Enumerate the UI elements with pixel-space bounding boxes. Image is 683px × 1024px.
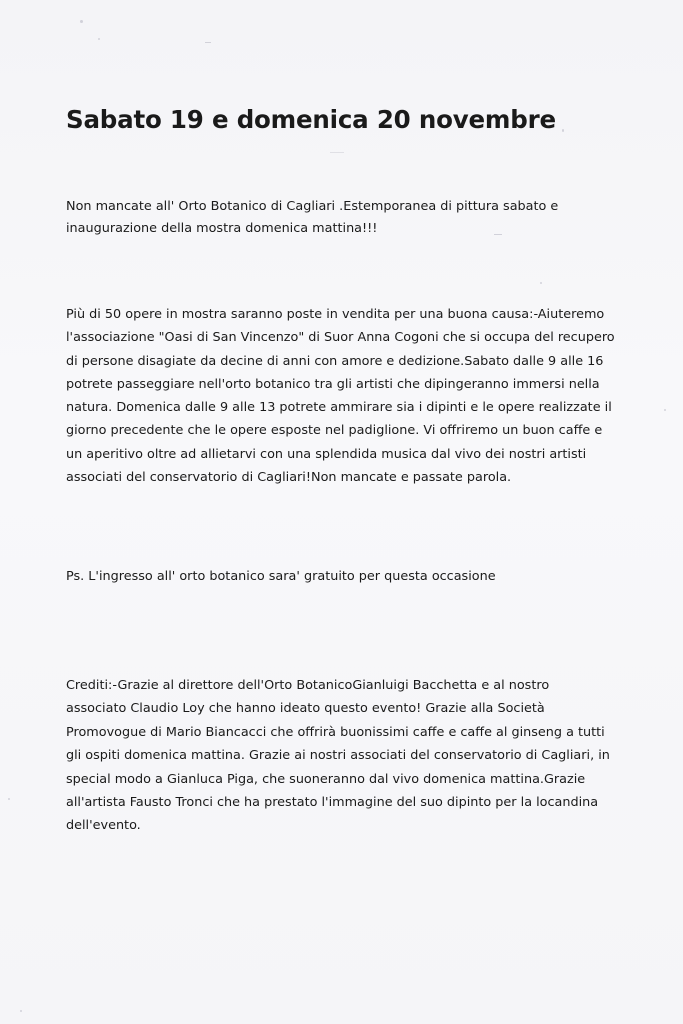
scan-speck bbox=[205, 42, 211, 43]
scan-speck bbox=[540, 282, 542, 284]
text-line: all'artista Fausto Tronci che ha prestato l'immagine del suo dipinto per la locandina bbox=[66, 795, 599, 811]
scan-speck bbox=[20, 1010, 22, 1012]
text-line: inaugurazione della mostra domenica mattina!!! bbox=[66, 221, 378, 236]
intro-paragraph bbox=[66, 196, 666, 240]
text-line: Ps. L'ingresso all' orto botanico sara' gratuito per questa occasione bbox=[66, 569, 496, 584]
text-line: special modo a Gianluca Piga, che suoneranno dal vivo domenica mattina.Grazie bbox=[66, 771, 586, 787]
text-line: Crediti:-Grazie al direttore dell'Orto BotanicoGianluigi Bacchetta e al nostro bbox=[66, 678, 550, 693]
text-line: un aperitivo oltre ad allietarvi con una splendida musica dal vivo dei nostri artisti bbox=[66, 446, 587, 462]
text-line: giorno precedente che le opere esposte nel padiglione. Vi offriremo un buon caffe e bbox=[66, 423, 603, 439]
text-line: Non mancate all' Orto Botanico di Cagliari .Estemporanea di pittura sabato e bbox=[66, 199, 559, 214]
text-line: l'associazione "Oasi di San Vincenzo" di Suor Anna Cogoni che si occupa del recupero bbox=[66, 330, 615, 346]
text-line: di persone disagiate da decine di anni con amore e dedizione.Sabato dalle 9 alle 16 bbox=[66, 353, 604, 369]
text-line: Più di 50 opere in mostra saranno poste in vendita per una buona causa:-Aiuteremo bbox=[66, 307, 605, 322]
scan-speck bbox=[98, 38, 100, 40]
text-line: dell'evento. bbox=[66, 818, 141, 834]
text-line: associati del conservatorio di Cagliari!Non mancate e passate parola. bbox=[66, 470, 512, 486]
text-line: Promovogue di Mario Biancacci che offrirà buonissimi caffe e caffe al ginseng a tutti bbox=[66, 724, 605, 740]
details-paragraph bbox=[66, 303, 666, 489]
credits-paragraph bbox=[66, 674, 666, 838]
page-title: Sabato 19 e domenica 20 novembre bbox=[66, 105, 556, 134]
text-line: gli ospiti domenica mattina. Grazie ai nostri associati del conservatorio di Cagliari, in bbox=[66, 748, 610, 764]
text-line: associato Claudio Loy che hanno ideato questo evento! Grazie alla Società bbox=[66, 701, 545, 717]
scan-speck bbox=[8, 798, 10, 800]
postscript-paragraph bbox=[66, 566, 666, 588]
text-line: potrete passeggiare nell'orto botanico tra gli artisti che dipingeranno immersi nella bbox=[66, 376, 600, 392]
scan-speck bbox=[80, 20, 83, 23]
scan-speck bbox=[330, 152, 344, 153]
text-line: natura. Domenica dalle 9 alle 13 potrete ammirare sia i dipinti e le opere realizzate il bbox=[66, 400, 612, 416]
